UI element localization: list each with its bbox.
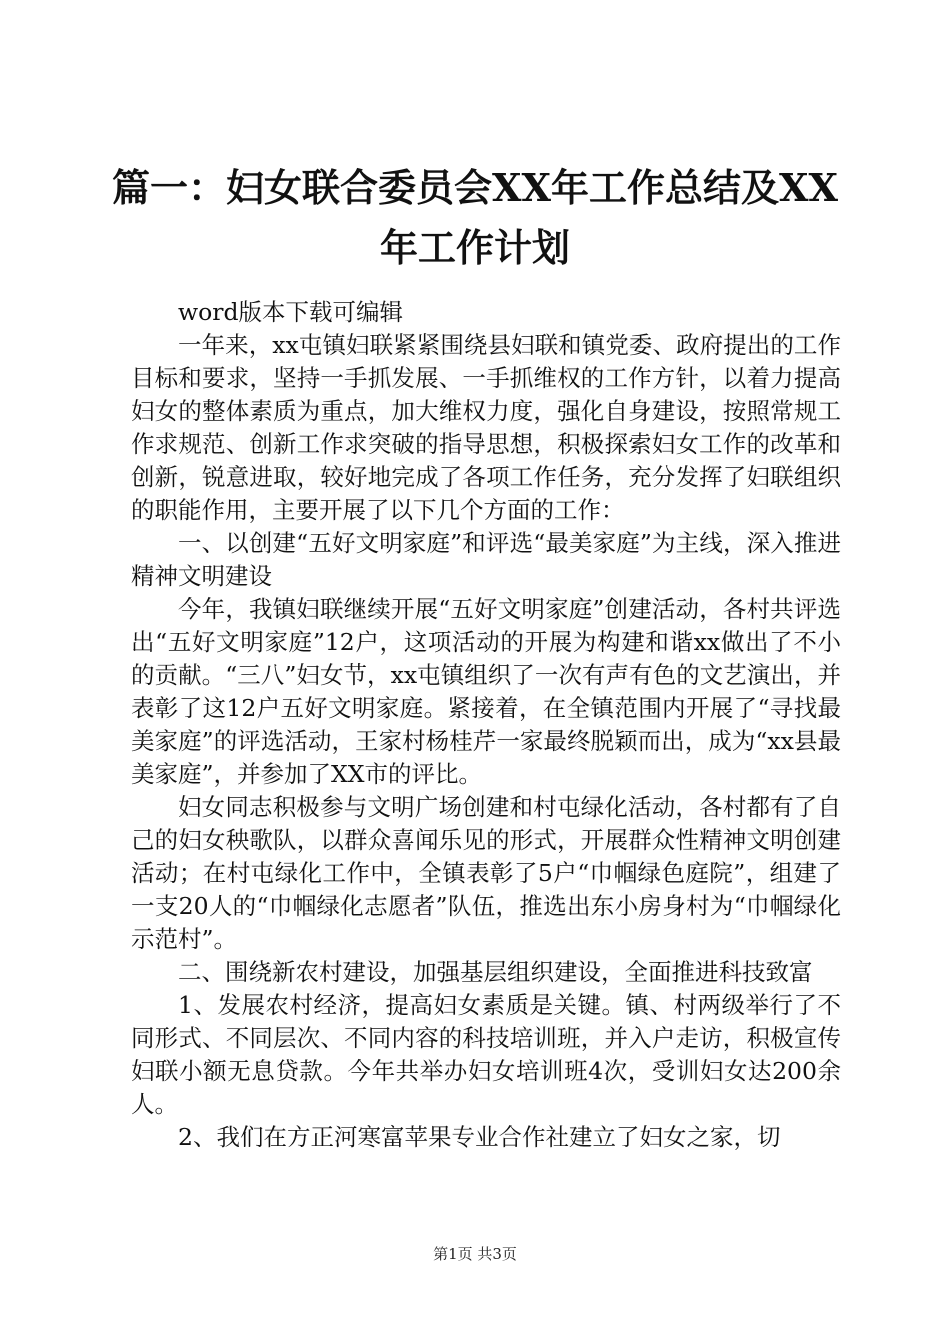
document-body: [131, 296, 841, 1154]
paragraph: 2、我们在方正河寒富苹果专业合作社建立了妇女之家，切: [178, 1123, 781, 1151]
document-title: 篇一：妇女联合委员会XX年工作总结及XX年工作计划: [112, 165, 838, 270]
section-heading-1: 一、以创建“五好文明家庭”和评选“最美家庭”为主线，深入推进精神文明建设: [131, 529, 841, 590]
page-footer: 第1页 共3页: [433, 1245, 517, 1263]
paragraph: 1、发展农村经济，提高妇女素质是关键。镇、村两级举行了不同形式、不同层次、不同内容的科技培训班，并入户走访，积极宣传妇联小额无息贷款。今年共举办妇女培训班4次，受训妇女达200余人。: [131, 991, 841, 1118]
paragraph: 妇女同志积极参与文明广场创建和村屯绿化活动，各村都有了自己的妇女秧歌队，以群众喜闻乐见的形式，开展群众性精神文明创建活动；在村屯绿化工作中，全镇表彰了5户“巾帼绿色庭院”，组建了一支20人的“巾帼绿化志愿者”队伍，推选出东小房身村为“巾帼绿化示范村”。: [131, 793, 841, 953]
paragraph: 今年，我镇妇联继续开展“五好文明家庭”创建活动，各村共评选出“五好文明家庭”12户，这项活动的开展为构建和谐xx做出了不小的贡献。“三八”妇女节，xx屯镇组织了一次有声有色的文艺演出，并表彰了这12户五好文明家庭。紧接着，在全镇范围内开展了“寻找最美家庭”的评选活动，王家村杨桂芹一家最终脱颖而出，成为“xx县最美家庭”，并参加了XX市的评比。: [131, 595, 841, 788]
paragraph-intro: 一年来，xx屯镇妇联紧紧围绕县妇联和镇党委、政府提出的工作目标和要求，坚持一手抓发展、一手抓维权的工作方针，以着力提高妇女的整体素质为重点，加大维权力度，强化自身建设，按照常规工作求规范、创新工作求突破的指导思想，积极探索妇女工作的改革和创新，锐意进取，较好地完成了各项工作任务，充分发挥了妇联组织的职能作用，主要开展了以下几个方面的工作：: [131, 331, 841, 524]
paragraph-note: word版本下载可编辑: [178, 298, 404, 326]
section-heading-2: 二、围绕新农村建设，加强基层组织建设，全面推进科技致富: [178, 958, 813, 986]
